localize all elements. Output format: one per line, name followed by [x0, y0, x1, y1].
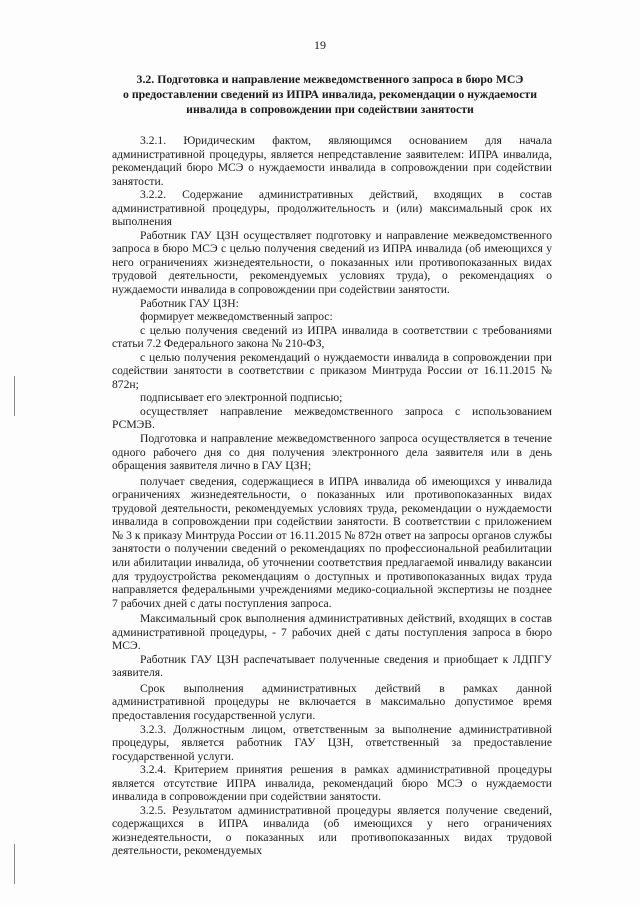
- paragraph-3-2-1: 3.2.1. Юридическим фактом, являющимся основанием для начала административной процедуры, является непредставление заявителем: ИПРА инвалида, рекомендаций бюро МСЭ о нуждаемости инвалида в сопровождении при содействии занятости.: [112, 134, 552, 188]
- heading-line: 3.2. Подготовка и направление межведомственного запроса в бюро МСЭ: [136, 72, 524, 86]
- paragraph-timing: Подготовка и направление межведомственного запроса осуществляется в течение одного рабочего дня со дня получения электронного дела заявителя или в день обращения заявителя лично в ГАУ ЦЗН;: [112, 432, 552, 473]
- paragraph-3-2-2: 3.2.2. Содержание административных действий, входящих в состав административной процедуры, продолжительность и (или) максимальный срок их выполнения: [112, 188, 552, 229]
- scan-margin-line: [14, 844, 15, 884]
- heading-line: инвалида в сопровождении при содействии занятости: [186, 102, 474, 116]
- paragraph-signs: подписывает его электронной подписью;: [140, 391, 343, 405]
- paragraph-3-2-4: 3.2.4. Критерием принятия решения в рамках административной процедуры является отсутствие ИПРА инвалида, рекомендаций бюро МСЭ о нуждаемости инвалида в сопровождении при содействии занятости.: [112, 763, 552, 804]
- heading-line: о предоставлении сведений из ИПРА инвалида, рекомендации о нуждаемости: [122, 87, 538, 101]
- paragraph-3-2-3: 3.2.3. Должностным лицом, ответственным за выполнение административной процедуры, является работник ГАУ ЦЗН, ответственный за предоставление государственной услуги.: [112, 722, 552, 763]
- paragraph-purpose-recommendations: с целью получения рекомендаций о нуждаемости инвалида в сопровождении при содействии занятости в соответствии с приказом Минтруда России от 16.11.2015 № 872н;: [112, 350, 552, 391]
- paragraph-sends: осуществляет направление межведомственного запроса с использованием РСМЭВ.: [112, 404, 552, 432]
- page-number: 19: [314, 38, 326, 52]
- paragraph-worker-duties: Работник ГАУ ЦЗН осуществляет подготовку и направление межведомственного запроса в бюро МСЭ с целью получения сведений из ИПРА инвалида (об имеющихся у него ограничениях жизнедеятельности, о показанных или противопоказанных видах трудовой деятельности, рекомендуемых условиях труда), о рекомендациях о нуждаемости инвалида в сопровождении при содействии занятости.: [112, 228, 552, 297]
- paragraph-forms-request: формирует межведомственный запрос:: [140, 310, 333, 324]
- paragraph-term-excluded: Срок выполнения административных действий в рамках данной административной процедуры не включается в максимально допустимое время предоставления государственной услуги.: [112, 681, 552, 722]
- paragraph-receives: получает сведения, содержащиеся в ИПРА инвалида об имеющихся у инвалида ограничениях жизнедеятельности, о показанных или противопоказанных видах трудовой деятельности, рекомендуемых условиях труда, рекомендации о нуждаемости инвалида в сопровождении при содействии занятости. В соответствии с приложением № 3 к приказу Минтруда России от 16.11.2015 № 872н ответ на запросы органов службы занятости о получении сведений о рекомендациях по профессиональной реабилитации или абилитации инвалида, об уточнении соответствия предлагаемой инвалиду вакансии для трудоустройства рекомендациям о доступных и противопоказанных видах труда направляется федеральными учреждениями медико-социальной экспертизы не позднее 7 рабочих дней с даты поступления запроса.: [112, 474, 552, 610]
- paragraph-max-term: Максимальный срок выполнения административных действий, входящих в состав административной процедуры, - 7 рабочих дней с даты поступления запроса в бюро МСЭ.: [112, 612, 552, 653]
- paragraph-purpose-ipra: с целью получения сведений из ИПРА инвалида в соответствии с требованиями статьи 7.2 Федерального закона № 210-ФЗ,: [112, 323, 552, 351]
- paragraph-worker-label: Работник ГАУ ЦЗН:: [140, 296, 239, 310]
- document-body: [112, 134, 552, 858]
- scan-margin-line: [14, 376, 15, 416]
- section-heading: [110, 72, 550, 117]
- paragraph-3-2-5: 3.2.5. Результатом административной процедуры является получение сведений, содержащихся в ИПРА инвалида (об имеющихся у него ограничениях жизнедеятельности, о показанных или противопоказанных видах трудовой деятельности, рекомендуемых: [112, 803, 552, 858]
- paragraph-prints: Работник ГАУ ЦЗН распечатывает полученные сведения и приобщает к ЛДПГУ заявителя.: [112, 652, 552, 680]
